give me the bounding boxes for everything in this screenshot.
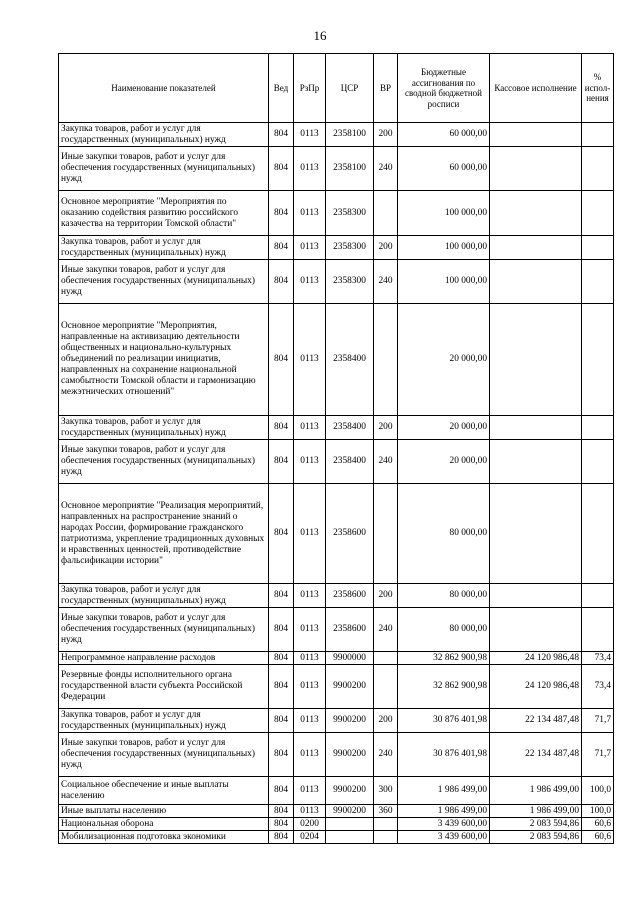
row-ved: 804 [269,236,294,260]
row-rzpr: 0113 [294,260,326,304]
row-budget: 100 000,00 [398,260,490,304]
row-budget: 3 439 600,00 [398,831,490,844]
table-row [59,123,614,147]
row-name: Закупка товаров, работ и услуг для государственных (муниципальных) нужд [59,236,269,260]
row-csr: 9900200 [326,733,374,777]
row-pct: 100,0 [582,777,614,805]
row-cash [490,191,582,236]
row-rzpr: 0113 [294,416,326,440]
row-rzpr: 0113 [294,652,326,665]
row-name: Мобилизационная подготовка экономики [59,831,269,844]
row-csr: 2358100 [326,123,374,147]
header-name: Наименование показателей [59,54,269,123]
row-ved: 804 [269,665,294,709]
row-rzpr: 0200 [294,818,326,831]
row-vr: 240 [374,733,398,777]
row-cash: 24 120 986,48 [490,665,582,709]
row-budget: 20 000,00 [398,440,490,484]
row-vr: 240 [374,260,398,304]
row-csr: 2358100 [326,147,374,191]
row-vr: 240 [374,608,398,652]
header-cash: Кассовое исполнение [490,54,582,123]
table-row [59,484,614,584]
row-pct [582,191,614,236]
row-rzpr: 0113 [294,777,326,805]
row-csr: 2358300 [326,260,374,304]
table-row [59,709,614,733]
row-cash: 1 986 499,00 [490,805,582,818]
header-vr: ВР [374,54,398,123]
row-csr: 9900200 [326,709,374,733]
row-name: Закупка товаров, работ и услуг для государственных (муниципальных) нужд [59,584,269,608]
row-pct: 73,4 [582,652,614,665]
header-rzpr: РзПр [294,54,326,123]
row-budget: 80 000,00 [398,608,490,652]
row-budget: 20 000,00 [398,304,490,416]
row-budget: 80 000,00 [398,484,490,584]
row-name: Иные выплаты населению [59,805,269,818]
row-pct: 73,4 [582,665,614,709]
row-csr: 2358600 [326,484,374,584]
row-csr: 2358300 [326,191,374,236]
table-row [59,733,614,777]
row-rzpr: 0113 [294,191,326,236]
row-cash [490,416,582,440]
row-cash [490,608,582,652]
header-pct: % испол-нения [582,54,614,123]
row-budget: 30 876 401,98 [398,709,490,733]
row-name: Социальное обеспечение и иные выплаты населению [59,777,269,805]
row-vr [374,191,398,236]
row-budget: 3 439 600,00 [398,818,490,831]
row-ved: 804 [269,733,294,777]
row-vr: 200 [374,709,398,733]
row-rzpr: 0113 [294,123,326,147]
row-ved: 804 [269,777,294,805]
table-row [59,260,614,304]
row-name: Резервные фонды исполнительного органа государственной власти субъекта Российской Федерации [59,665,269,709]
row-rzpr: 0113 [294,236,326,260]
table-row [59,440,614,484]
row-rzpr: 0204 [294,831,326,844]
row-name: Иные закупки товаров, работ и услуг для обеспечения государственных (муниципальных) нужд [59,440,269,484]
row-name: Национальная оборона [59,818,269,831]
row-name: Иные закупки товаров, работ и услуг для обеспечения государственных (муниципальных) нужд [59,733,269,777]
row-ved: 804 [269,440,294,484]
row-budget: 1 986 499,00 [398,777,490,805]
row-cash [490,584,582,608]
row-csr [326,831,374,844]
row-cash: 22 134 487,48 [490,733,582,777]
row-cash [490,147,582,191]
row-vr: 240 [374,440,398,484]
row-rzpr: 0113 [294,805,326,818]
header-budget: Бюджетные ассигнования по сводной бюджетной росписи [398,54,490,123]
row-cash: 22 134 487,48 [490,709,582,733]
row-ved: 804 [269,147,294,191]
row-name: Основное мероприятие "Мероприятия по оказанию содействия развитию российского казачества на территории Томской области" [59,191,269,236]
table-row [59,652,614,665]
row-vr: 200 [374,584,398,608]
row-pct: 71,7 [582,709,614,733]
row-budget: 60 000,00 [398,147,490,191]
row-ved: 804 [269,652,294,665]
row-pct [582,147,614,191]
table-row [59,191,614,236]
row-csr: 2358400 [326,416,374,440]
row-ved: 804 [269,304,294,416]
row-vr [374,818,398,831]
table-row [59,236,614,260]
row-csr: 2358600 [326,608,374,652]
row-cash [490,304,582,416]
row-pct: 71,7 [582,733,614,777]
row-ved: 804 [269,709,294,733]
row-pct [582,416,614,440]
row-name: Иные закупки товаров, работ и услуг для обеспечения государственных (муниципальных) нужд [59,147,269,191]
row-rzpr: 0113 [294,584,326,608]
page-number: 16 [313,28,327,43]
row-cash [490,260,582,304]
table-row [59,416,614,440]
row-csr: 2358400 [326,440,374,484]
row-pct: 60,6 [582,831,614,844]
row-rzpr: 0113 [294,304,326,416]
row-csr [326,818,374,831]
row-name: Основное мероприятие "Реализация мероприятий, направленных на распространение знаний о народах России, формирование гражданского патриотизма, укрепление традиционных духовных и нравственных ценностей, противодействие фальсификации истории" [59,484,269,584]
row-rzpr: 0113 [294,608,326,652]
budget-table [58,53,614,844]
row-budget: 32 862 900,98 [398,665,490,709]
row-vr [374,484,398,584]
header-csr: ЦСР [326,54,374,123]
row-rzpr: 0113 [294,733,326,777]
row-ved: 804 [269,584,294,608]
row-vr [374,831,398,844]
row-pct [582,260,614,304]
row-budget: 20 000,00 [398,416,490,440]
table-row [59,805,614,818]
header-ved: Вед [269,54,294,123]
row-pct [582,608,614,652]
table-row [59,665,614,709]
table-row [59,777,614,805]
row-rzpr: 0113 [294,147,326,191]
row-vr: 300 [374,777,398,805]
row-ved: 804 [269,416,294,440]
table-row [59,608,614,652]
row-vr [374,652,398,665]
row-pct [582,123,614,147]
row-ved: 804 [269,484,294,584]
row-ved: 804 [269,608,294,652]
row-ved: 804 [269,191,294,236]
row-vr: 200 [374,236,398,260]
row-cash [490,440,582,484]
row-cash [490,236,582,260]
row-budget: 60 000,00 [398,123,490,147]
row-cash: 1 986 499,00 [490,777,582,805]
row-budget: 1 986 499,00 [398,805,490,818]
row-ved: 804 [269,818,294,831]
row-cash: 2 083 594,86 [490,831,582,844]
row-cash: 2 083 594,86 [490,818,582,831]
row-vr: 240 [374,147,398,191]
row-rzpr: 0113 [294,665,326,709]
row-csr: 2358300 [326,236,374,260]
row-budget: 100 000,00 [398,236,490,260]
row-vr: 360 [374,805,398,818]
row-vr: 200 [374,123,398,147]
row-pct: 60,6 [582,818,614,831]
row-name: Закупка товаров, работ и услуг для государственных (муниципальных) нужд [59,123,269,147]
row-name: Иные закупки товаров, работ и услуг для обеспечения государственных (муниципальных) нужд [59,608,269,652]
row-pct [582,484,614,584]
row-rzpr: 0113 [294,440,326,484]
row-ved: 804 [269,260,294,304]
row-csr: 2358400 [326,304,374,416]
row-name: Иные закупки товаров, работ и услуг для обеспечения государственных (муниципальных) нужд [59,260,269,304]
row-budget: 30 876 401,98 [398,733,490,777]
row-vr [374,665,398,709]
row-vr [374,304,398,416]
table-row [59,831,614,844]
row-csr: 9900200 [326,777,374,805]
row-name: Основное мероприятие "Мероприятия, направленные на активизацию деятельности общественных и национально-культурных объединений по реализации инициатив, направленных на сохранение национальной самобытности Томской области и гармонизацию межэтнических отношений" [59,304,269,416]
row-name: Непрограммное направление расходов [59,652,269,665]
row-cash [490,123,582,147]
row-csr: 9900000 [326,652,374,665]
row-budget: 100 000,00 [398,191,490,236]
row-budget: 32 862 900,98 [398,652,490,665]
table-header-row [59,54,614,123]
table-row [59,147,614,191]
row-pct [582,304,614,416]
row-cash: 24 120 986,48 [490,652,582,665]
row-csr: 2358600 [326,584,374,608]
row-pct [582,236,614,260]
row-budget: 80 000,00 [398,584,490,608]
table-row [59,584,614,608]
row-ved: 804 [269,831,294,844]
row-name: Закупка товаров, работ и услуг для государственных (муниципальных) нужд [59,416,269,440]
row-pct [582,440,614,484]
row-name: Закупка товаров, работ и услуг для государственных (муниципальных) нужд [59,709,269,733]
row-ved: 804 [269,805,294,818]
row-csr: 9900200 [326,665,374,709]
row-pct: 100,0 [582,805,614,818]
row-rzpr: 0113 [294,484,326,584]
row-vr: 200 [374,416,398,440]
row-ved: 804 [269,123,294,147]
row-csr: 9900200 [326,805,374,818]
row-cash [490,484,582,584]
table-row [59,818,614,831]
row-rzpr: 0113 [294,709,326,733]
row-pct [582,584,614,608]
table-row [59,304,614,416]
